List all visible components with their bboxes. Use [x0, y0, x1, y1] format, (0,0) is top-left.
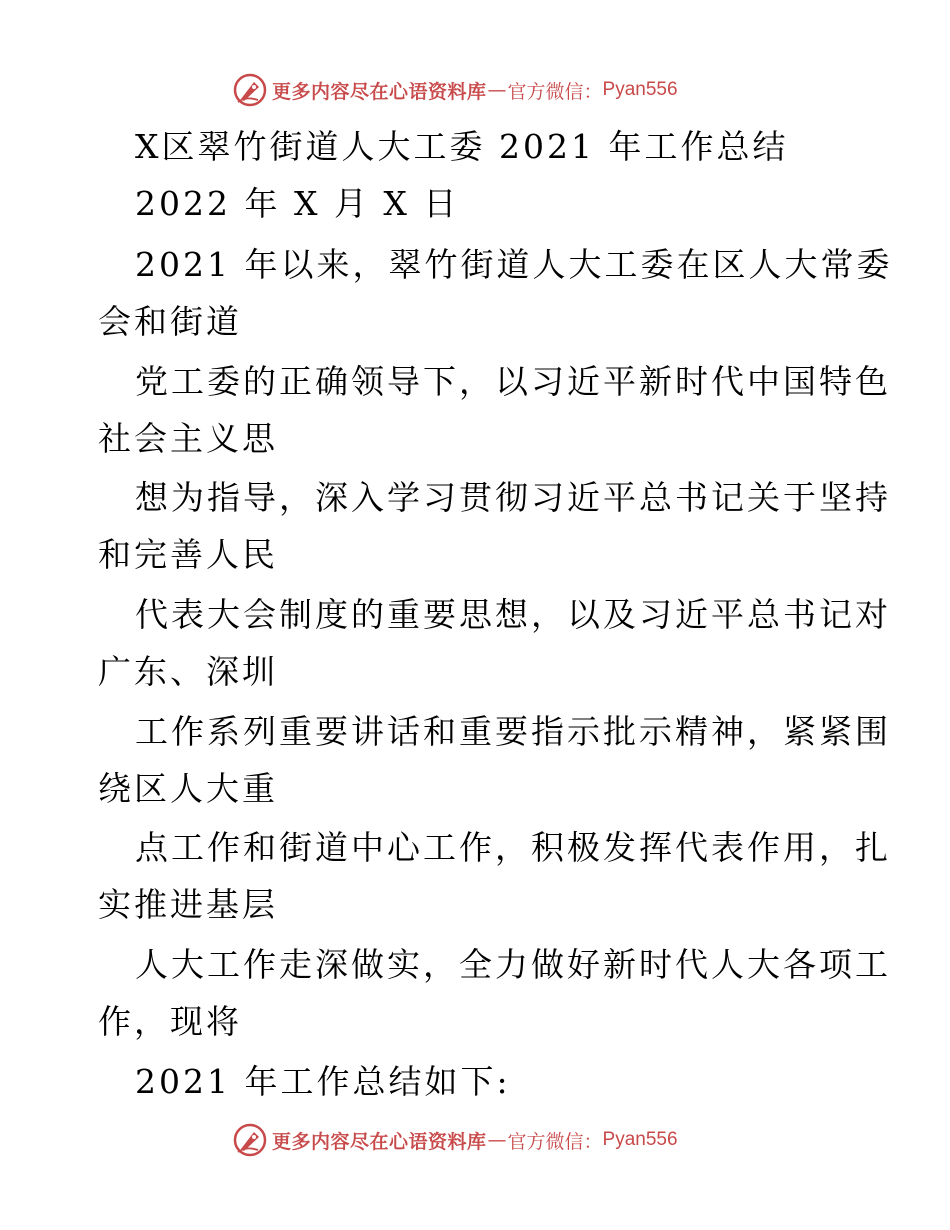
watermark-sub-text: 官方微信： — [507, 1130, 603, 1153]
paragraph-line: 点工作和街道中心工作，积极发挥代表作用，扎 — [135, 828, 891, 867]
watermark-id: Pyan556 — [602, 1129, 678, 1150]
paragraph-line: 实推进基层 — [98, 885, 278, 924]
paragraph-line: 2021 年工作总结如下: — [135, 1062, 511, 1101]
paragraph-line: 想为指导，深入学习贯彻习近平总书记关于坚持 — [135, 478, 891, 517]
watermark-main-text: 更多内容尽在心语资料库 — [272, 80, 487, 103]
watermark-main-text: 更多内容尽在心语资料库 — [272, 1130, 487, 1153]
paragraph-line: 和完善人民 — [98, 535, 278, 574]
pen-nib-logo-icon — [232, 72, 268, 108]
document-date: 2022 年 X 月 X 日 — [135, 184, 460, 223]
paragraph-line: 代表大会制度的重要思想，以及习近平总书记对 — [135, 595, 891, 634]
paragraph-line: 会和街道 — [98, 302, 242, 341]
paragraph-line: 人大工作走深做实，全力做好新时代人大各项工 — [135, 945, 891, 984]
paragraph-line: 作，现将 — [98, 1002, 242, 1041]
watermark-footer — [232, 1120, 752, 1160]
paragraph-line: 社会主义思 — [98, 419, 278, 458]
paragraph-line: 2021 年以来，翠竹街道人大工委在区人大常委 — [135, 245, 893, 284]
paragraph-line: 工作系列重要讲话和重要指示批示精神，紧紧围 — [135, 712, 891, 751]
watermark-dash: — — [487, 79, 507, 101]
watermark-sub-text: 官方微信： — [507, 80, 603, 103]
paragraph-line: 党工委的正确领导下，以习近平新时代中国特色 — [135, 362, 891, 401]
watermark-dash: — — [487, 1129, 507, 1151]
document-title: X区翠竹街道人大工委 2021 年工作总结 — [135, 127, 789, 166]
paragraph-line: 绕区人大重 — [98, 769, 278, 808]
watermark-header — [232, 70, 752, 110]
paragraph-line: 广东、深圳 — [98, 652, 278, 691]
watermark-id: Pyan556 — [602, 79, 678, 100]
pen-nib-logo-icon — [232, 1122, 268, 1158]
